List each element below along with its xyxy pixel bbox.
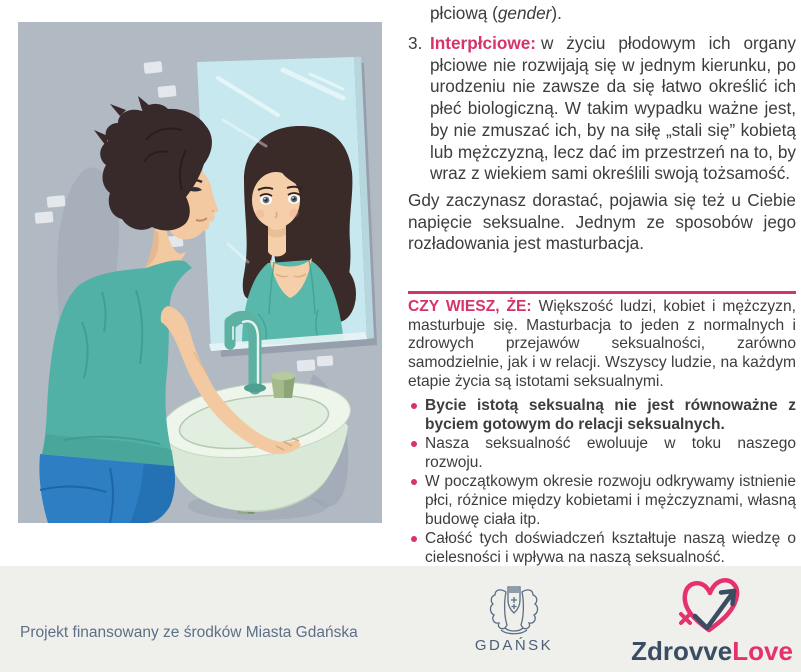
bullet-list <box>408 396 796 567</box>
gdansk-crest-icon <box>485 584 543 636</box>
brand-part-pink: Love <box>732 636 793 666</box>
funding-credit: Projekt finansowany ze środków Miasta Gdańska <box>20 624 358 641</box>
illustration-canvas <box>18 22 382 523</box>
continuation-suffix: ). <box>551 3 562 23</box>
heart-gender-icon <box>657 574 767 636</box>
gender-term: gender <box>497 3 552 23</box>
did-you-know-text: Większość ludzi, kobiet i mężczyzn, masturbuje się. Masturbacja to jeden z normalnych i zdrowych przejawów seksualności, zarówno samodzielnie, jak i w relacji. Wszyscy ludzie, na każdym etapie życia są istotami seksualnymi. <box>408 298 796 390</box>
mirror-reflection-illustration <box>18 22 382 523</box>
intersex-body: w życiu płodowym ich organy płciowe nie rozwijają się w jednym kierunku, po urodzeniu nie zawsze da się łatwo określić ich płeć biologiczną. W takim wypadku ważne jest, by nie zmuszać ich, by na siłę „stali się” kobietą lub mężczyzną, lecz dać im przestrzeń na to, by wraz z wiekiem sami określili swoją tożsamość. <box>430 33 796 184</box>
bullet-item: W początkowym okresie rozwoju odkrywamy istnienie płci, różnice między kobietami i mężczyznami, własną budowę ciała itp. <box>408 472 796 529</box>
footer <box>0 566 801 672</box>
bullet-item: Bycie istotą seksualną nie jest równoważne z byciem gotowym do relacji seksualnych. <box>408 396 796 434</box>
divider-rule <box>408 291 796 294</box>
zdrovvelove-logo <box>628 574 796 667</box>
female-reflection <box>242 126 356 344</box>
list-item-text <box>430 33 796 185</box>
continuation-prefix: płciową ( <box>430 3 498 23</box>
zdrovvelove-wordmark <box>628 636 796 667</box>
list-number: 3. <box>408 33 423 53</box>
intersex-label: Interpłciowe: <box>430 33 537 53</box>
list-item-intersex <box>408 33 796 185</box>
gdansk-wordmark: GDAŃSK <box>474 637 554 654</box>
gdansk-logo <box>458 584 570 654</box>
bullet-item: Nasza seksualność ewoluuje w toku naszego rozwoju. <box>408 434 796 472</box>
did-you-know-box <box>408 298 796 392</box>
item2-continuation <box>430 3 562 25</box>
puberty-paragraph: Gdy zaczynasz dorastać, pojawia się też u Ciebie napięcie seksualne. Jednym ze sposobów jego rozładowania jest masturbacja. <box>408 190 796 254</box>
did-you-know-label: CZY WIESZ, ŻE: <box>408 298 532 315</box>
bullet-item: Całość tych doświadczeń kształtuje naszą wiedzę o cielesności i wpływa na naszą seksualność. <box>408 529 796 567</box>
brand-part-navy: Zdrovve <box>631 636 733 666</box>
cup <box>271 372 295 398</box>
